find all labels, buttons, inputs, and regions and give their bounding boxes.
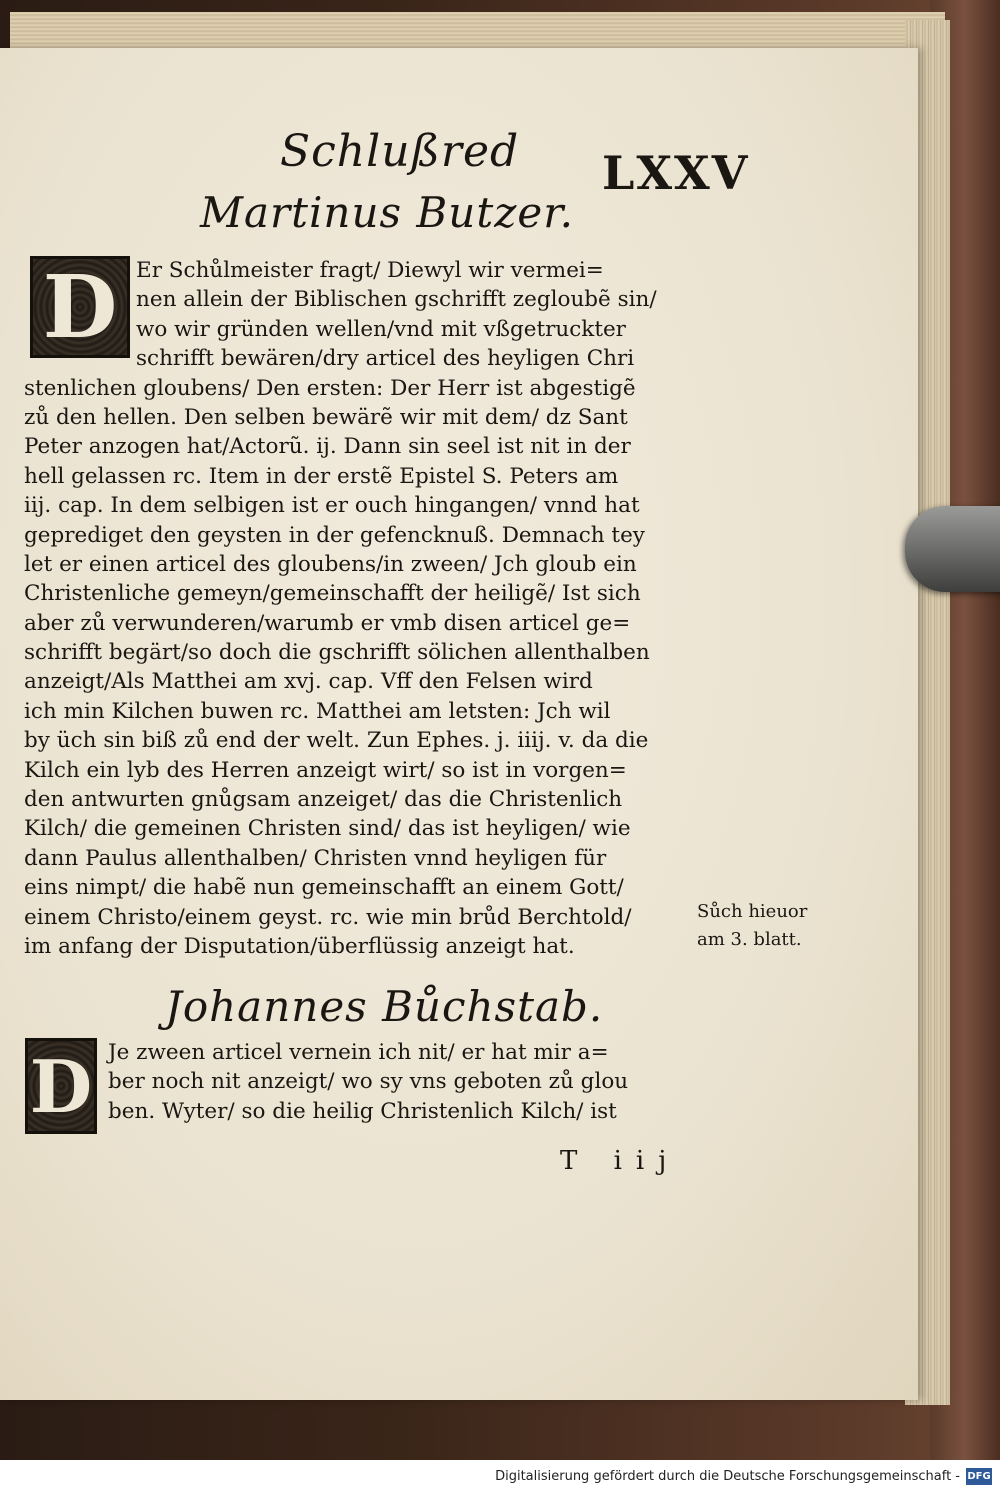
margin-note (697, 898, 807, 954)
text-line: iij. cap. In dem selbigen ist er ouch hingangen/ vnnd hat (24, 493, 640, 519)
text-line: eins nimpt/ die habẽ nun gemeinschafft an einem Gott/ (24, 875, 624, 901)
text-line: geprediget den geysten in der gefencknuß. Demnach tey (24, 522, 645, 548)
margin-note-line: am 3. blatt. (697, 929, 802, 950)
text-line: den antwurten gnůgsam anzeiget/ das die Christenlich (24, 787, 623, 813)
metal-clasp (905, 506, 1000, 592)
margin-note-line: Sůch hieuor (697, 901, 808, 922)
text-line: schrifft bewären/dry articel des heyligen Chri (136, 346, 635, 372)
text-line: by üch sin biß zů end der welt. Zun Ephes. j. iiij. v. da die (24, 728, 649, 754)
paragraph (24, 1038, 704, 1126)
decorated-initial: D (30, 256, 130, 358)
signature-mark: T iij (560, 1146, 681, 1176)
text-line: einem Christo/einem geyst. rc. wie min brůd Berchtold/ (24, 904, 632, 930)
paragraph (24, 256, 704, 961)
text-line: Kilch ein lyb des Herren anzeigt wirt/ so ist in vorgen= (24, 757, 627, 783)
text-line: stenlichen gloubens/ Den ersten: Der Herr ist abgestigẽ (24, 375, 636, 401)
text-line: ich min Kilchen buwen rc. Matthei am letsten: Jch wil (24, 698, 611, 724)
text-line: schrifft begärt/so doch die gschrifft sölichen allenthalben (24, 640, 650, 666)
dfg-logo-icon: DFG (966, 1468, 992, 1485)
speaker-heading: Johannes Bůchstab. (165, 982, 604, 1031)
text-line: Peter anzogen hat/Actorũ. ij. Dann sin seel ist nit in der (24, 434, 631, 460)
speaker-heading: Martinus Butzer. (200, 188, 575, 237)
text-line: ben. Wyter/ so die heilig Christenlich Kilch/ ist (108, 1098, 617, 1124)
folio-number: LXXV (602, 146, 750, 200)
text-line: nen allein der Biblischen gschrifft zegloubẽ sin/ (136, 287, 657, 313)
page-text-block (0, 48, 918, 1400)
text-line: Er Schůlmeister fragt/ Diewyl wir vermei= (136, 258, 604, 283)
text-line: anzeigt/Als Matthei am xvj. cap. Vff den Felsen wird (24, 669, 593, 695)
footer-credit: Digitalisierung gefördert durch die Deutsche Forschungsgemeinschaft - (495, 1469, 960, 1484)
running-head: Schlußred (280, 126, 520, 177)
text-line: wo wir gründen wellen/vnd mit vßgetruckter (136, 316, 626, 342)
text-line: dann Paulus allenthalben/ Christen vnnd heyligen für (24, 845, 607, 871)
text-line: Kilch/ die gemeinen Christen sind/ das ist heyligen/ wie (24, 816, 631, 842)
text-line: im anfang der Disputation/überflüssig anzeigt hat. (24, 933, 575, 959)
text-line: aber zů verwunderen/warumb er vmb disen articel ge= (24, 610, 631, 636)
text-line: Christenliche gemeyn/gemeinschafft der heiligẽ/ Ist sich (24, 581, 641, 607)
text-line: Je zween articel vernein ich nit/ er hat mir a= (108, 1040, 609, 1065)
footer-bar (0, 1460, 1000, 1494)
decorated-initial: D (25, 1038, 97, 1134)
book-page (0, 48, 918, 1400)
text-line: zů den hellen. Den selben bewärẽ wir mit dem/ dz Sant (24, 404, 628, 430)
text-line: hell gelassen rc. Item in der erstẽ Epistel S. Peters am (24, 463, 619, 489)
text-line: ber noch nit anzeigt/ wo sy vns geboten zů glou (108, 1069, 629, 1095)
text-line: let er einen articel des gloubens/in zween/ Jch gloub ein (24, 551, 637, 577)
